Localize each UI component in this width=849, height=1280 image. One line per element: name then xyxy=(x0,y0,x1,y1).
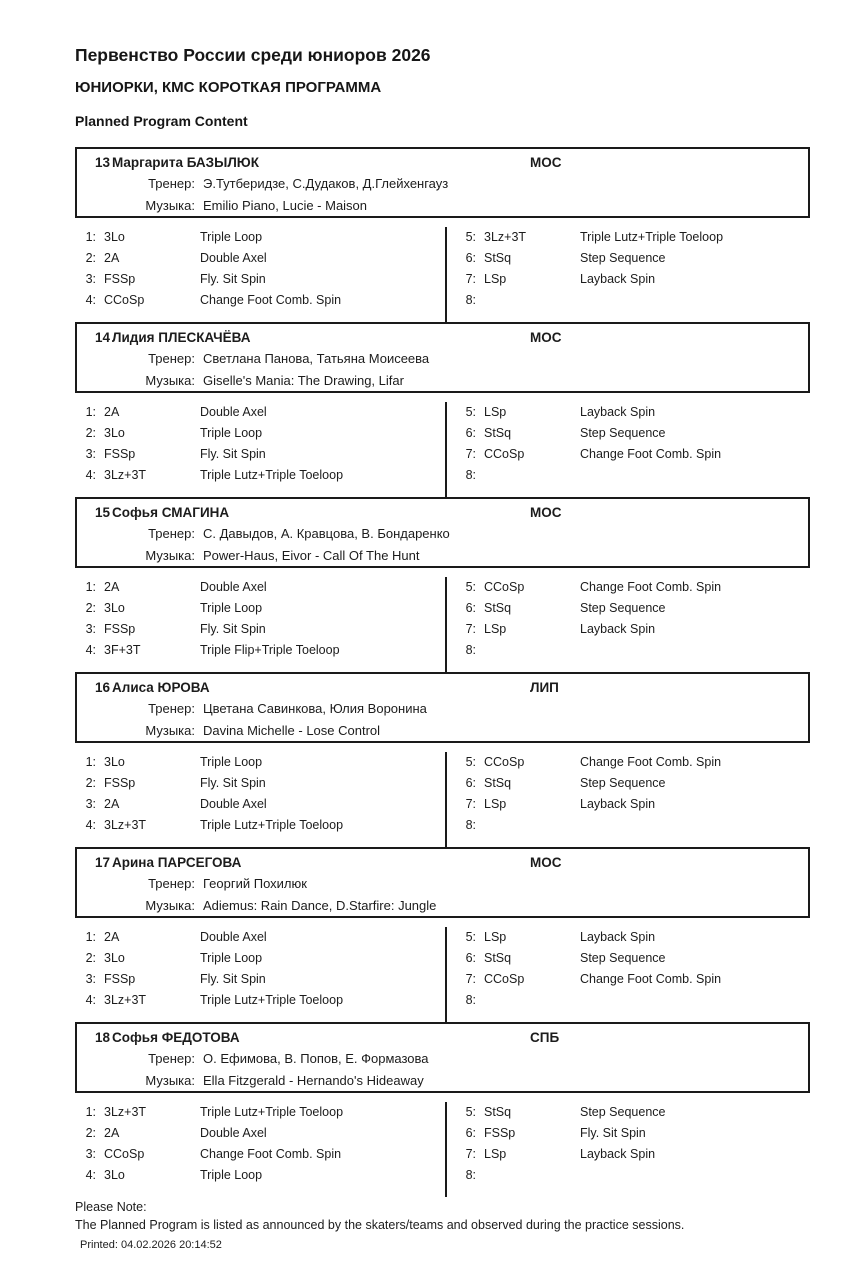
element-description: Layback Spin xyxy=(580,930,656,944)
element-description: Layback Spin xyxy=(580,272,656,286)
element-number: 4: xyxy=(85,293,96,307)
element-row xyxy=(83,927,445,948)
element-description: Triple Loop xyxy=(200,601,263,615)
element-description xyxy=(580,815,810,836)
skater-block xyxy=(75,497,810,672)
planned-elements xyxy=(75,1093,810,1197)
element-row xyxy=(463,969,810,990)
element-row xyxy=(83,990,445,1011)
element-row xyxy=(83,815,445,836)
element-description xyxy=(580,465,810,486)
document-title: Первенство России среди юниоров 2026 xyxy=(75,45,431,65)
elements-left-column xyxy=(75,927,445,1022)
element-number: 2: xyxy=(85,251,96,265)
element-row xyxy=(83,1102,445,1123)
element-number: 5: xyxy=(465,930,476,944)
elements-left-column xyxy=(75,1102,445,1197)
element-description: Fly. Sit Spin xyxy=(200,272,266,286)
element-description: Step Sequence xyxy=(580,951,666,965)
element-description: Triple Loop xyxy=(200,951,263,965)
element-description: Triple Lutz+Triple Toeloop xyxy=(580,230,724,244)
element-description: Step Sequence xyxy=(580,426,666,440)
element-row xyxy=(463,619,810,640)
element-description: Triple Lutz+Triple Toeloop xyxy=(200,993,344,1007)
element-number: 3: xyxy=(85,447,96,461)
element-code: 2A xyxy=(104,797,120,811)
element-number: 2: xyxy=(85,1126,96,1140)
music-label: Музыка: xyxy=(145,898,195,913)
element-number: 5: xyxy=(465,580,476,594)
element-description: Triple Loop xyxy=(200,230,263,244)
region-code: МОС xyxy=(530,330,562,345)
element-code: CCoSp xyxy=(484,447,525,461)
element-number: 3: xyxy=(85,272,96,286)
element-code: StSq xyxy=(484,601,512,615)
footer xyxy=(75,1198,810,1253)
coach-row xyxy=(77,700,808,717)
element-code: StSq xyxy=(484,776,512,790)
element-number: 1: xyxy=(85,405,96,419)
elements-right-column xyxy=(445,927,810,1022)
element-row xyxy=(463,248,810,269)
element-code xyxy=(484,1165,580,1186)
element-row xyxy=(463,269,810,290)
coach-value: Э.Тутберидзе, С.Дудаков, Д.Глейхенгауз xyxy=(203,176,449,191)
element-description: Triple Lutz+Triple Toeloop xyxy=(200,818,344,832)
skater-name: Софья СМАГИНА xyxy=(112,505,230,520)
music-label: Музыка: xyxy=(145,373,195,388)
element-number: 8: xyxy=(465,818,476,832)
element-row xyxy=(463,1123,810,1144)
skater-block xyxy=(75,847,810,1022)
element-description: Triple Loop xyxy=(200,1168,263,1182)
element-code: LSp xyxy=(484,797,507,811)
element-row xyxy=(463,794,810,815)
element-row xyxy=(83,444,445,465)
music-value: Adiemus: Rain Dance, D.Starfire: Jungle xyxy=(203,898,437,913)
element-row xyxy=(463,290,810,311)
element-description: Double Axel xyxy=(200,930,267,944)
element-number: 1: xyxy=(85,755,96,769)
element-code: FSSp xyxy=(104,776,136,790)
element-code: 2A xyxy=(104,251,120,265)
coach-row xyxy=(77,350,808,367)
skater-block xyxy=(75,322,810,497)
element-code: LSp xyxy=(484,272,507,286)
element-row xyxy=(83,969,445,990)
music-row xyxy=(77,547,808,564)
element-row xyxy=(463,598,810,619)
planned-elements xyxy=(75,918,810,1022)
region-code: ЛИП xyxy=(530,680,559,695)
skater-header-box xyxy=(75,497,810,568)
element-row xyxy=(83,794,445,815)
element-number: 3: xyxy=(85,1147,96,1161)
element-number: 2: xyxy=(85,601,96,615)
coach-label: Тренер: xyxy=(148,701,195,716)
element-description xyxy=(580,640,810,661)
element-row xyxy=(463,752,810,773)
element-number: 2: xyxy=(85,426,96,440)
element-row xyxy=(463,402,810,423)
elements-right-column xyxy=(445,402,810,497)
element-description: Layback Spin xyxy=(580,1147,656,1161)
element-description: Change Foot Comb. Spin xyxy=(200,293,342,307)
element-number: 4: xyxy=(85,818,96,832)
element-number: 7: xyxy=(465,272,476,286)
element-number: 4: xyxy=(85,468,96,482)
element-description xyxy=(580,290,810,311)
element-row xyxy=(463,423,810,444)
element-code: 2A xyxy=(104,405,120,419)
elements-left-column xyxy=(75,752,445,847)
music-row xyxy=(77,1072,808,1089)
skater-name: Арина ПАРСЕГОВА xyxy=(112,855,242,870)
coach-row xyxy=(77,875,808,892)
element-code xyxy=(484,290,580,311)
elements-right-column xyxy=(445,1102,810,1197)
element-description: Layback Spin xyxy=(580,405,656,419)
element-code: StSq xyxy=(484,426,512,440)
planned-elements xyxy=(75,393,810,497)
element-code: 3Lz+3T xyxy=(104,993,147,1007)
element-row xyxy=(83,269,445,290)
start-number: 16 xyxy=(95,680,111,695)
element-description: Double Axel xyxy=(200,580,267,594)
coach-label: Тренер: xyxy=(148,1051,195,1066)
element-code: CCoSp xyxy=(484,972,525,986)
element-row xyxy=(83,948,445,969)
skater-header-box xyxy=(75,322,810,393)
planned-elements xyxy=(75,218,810,322)
element-code: 3Lz+3T xyxy=(104,1105,147,1119)
element-description: Double Axel xyxy=(200,1126,267,1140)
element-number: 6: xyxy=(465,601,476,615)
coach-value: С. Давыдов, А. Кравцова, В. Бондаренко xyxy=(203,526,450,541)
element-row xyxy=(83,1144,445,1165)
footer-printed-timestamp: Printed: 04.02.2026 20:14:52 xyxy=(80,1239,222,1251)
element-number: 6: xyxy=(465,1126,476,1140)
element-number: 5: xyxy=(465,230,476,244)
element-code: FSSp xyxy=(104,272,136,286)
skater-header-row xyxy=(77,679,808,696)
element-code: StSq xyxy=(484,951,512,965)
element-row xyxy=(83,402,445,423)
element-code: 3Lo xyxy=(104,230,125,244)
element-code: 3Lo xyxy=(104,1168,125,1182)
music-value: Power-Haus, Eivor - Call Of The Hunt xyxy=(203,548,420,563)
element-number: 6: xyxy=(465,776,476,790)
skater-header-row xyxy=(77,329,808,346)
element-row xyxy=(83,290,445,311)
coach-value: Георгий Похилюк xyxy=(203,876,307,891)
skater-header-box xyxy=(75,1022,810,1093)
element-number: 3: xyxy=(85,797,96,811)
element-row xyxy=(463,227,810,248)
element-description: Change Foot Comb. Spin xyxy=(580,755,722,769)
element-number: 1: xyxy=(85,230,96,244)
coach-label: Тренер: xyxy=(148,176,195,191)
start-number: 18 xyxy=(95,1030,111,1045)
skater-list xyxy=(75,147,810,1197)
element-number: 2: xyxy=(85,951,96,965)
skater-header-box xyxy=(75,147,810,218)
music-label: Музыка: xyxy=(145,548,195,563)
element-code xyxy=(484,990,580,1011)
element-code: CCoSp xyxy=(484,755,525,769)
element-code: 3Lo xyxy=(104,601,125,615)
skater-block xyxy=(75,1022,810,1197)
element-description: Triple Loop xyxy=(200,426,263,440)
element-code: 3Lz+3T xyxy=(104,818,147,832)
element-code: LSp xyxy=(484,622,507,636)
element-description: Change Foot Comb. Spin xyxy=(580,972,722,986)
region-code: МОС xyxy=(530,855,562,870)
element-row xyxy=(463,577,810,598)
planned-elements xyxy=(75,743,810,847)
element-number: 8: xyxy=(465,1168,476,1182)
element-code: 2A xyxy=(104,930,120,944)
footer-note-text: The Planned Program is listed as announced by the skaters/teams and observed during the practice sessions. xyxy=(75,1218,685,1232)
elements-left-column xyxy=(75,402,445,497)
music-value: Ella Fitzgerald - Hernando's Hideaway xyxy=(203,1073,424,1088)
music-label: Музыка: xyxy=(145,1073,195,1088)
element-code: 3Lo xyxy=(104,755,125,769)
skater-header-row xyxy=(77,1029,808,1046)
element-code: 3Lz+3T xyxy=(484,230,527,244)
skater-name: Софья ФЕДОТОВА xyxy=(112,1030,240,1045)
element-code: LSp xyxy=(484,930,507,944)
element-description: Triple Lutz+Triple Toeloop xyxy=(200,1105,344,1119)
element-row xyxy=(83,619,445,640)
element-number: 7: xyxy=(465,622,476,636)
element-description: Double Axel xyxy=(200,405,267,419)
coach-value: Светлана Панова, Татьяна Моисеева xyxy=(203,351,430,366)
element-row xyxy=(83,465,445,486)
element-number: 6: xyxy=(465,426,476,440)
element-description: Double Axel xyxy=(200,251,267,265)
element-number: 5: xyxy=(465,1105,476,1119)
element-description: Double Axel xyxy=(200,797,267,811)
element-code: 3Lo xyxy=(104,426,125,440)
element-code: LSp xyxy=(484,405,507,419)
element-number: 6: xyxy=(465,251,476,265)
element-code: StSq xyxy=(484,1105,512,1119)
element-code: FSSp xyxy=(104,447,136,461)
element-code: 2A xyxy=(104,1126,120,1140)
region-code: МОС xyxy=(530,505,562,520)
coach-label: Тренер: xyxy=(148,876,195,891)
element-code: 3Lz+3T xyxy=(104,468,147,482)
element-description: Layback Spin xyxy=(580,797,656,811)
element-number: 4: xyxy=(85,993,96,1007)
element-row xyxy=(83,598,445,619)
element-number: 8: xyxy=(465,993,476,1007)
element-row xyxy=(463,927,810,948)
element-row xyxy=(463,815,810,836)
elements-right-column xyxy=(445,752,810,847)
element-row xyxy=(83,577,445,598)
element-row xyxy=(463,1144,810,1165)
coach-value: Цветана Савинкова, Юлия Воронина xyxy=(203,701,427,716)
element-description: Fly. Sit Spin xyxy=(200,447,266,461)
section-heading: Planned Program Content xyxy=(75,113,248,129)
element-code: 2A xyxy=(104,580,120,594)
element-row xyxy=(83,1123,445,1144)
element-number: 7: xyxy=(465,797,476,811)
elements-right-column xyxy=(445,227,810,322)
element-code xyxy=(484,465,580,486)
element-description: Layback Spin xyxy=(580,622,656,636)
element-row xyxy=(463,1165,810,1186)
coach-row xyxy=(77,175,808,192)
element-number: 1: xyxy=(85,1105,96,1119)
element-row xyxy=(83,227,445,248)
element-code: 3Lo xyxy=(104,951,125,965)
region-code: СПБ xyxy=(530,1030,560,1045)
element-code: CCoSp xyxy=(104,1147,145,1161)
start-number: 17 xyxy=(95,855,111,870)
skater-header-row xyxy=(77,504,808,521)
element-description: Fly. Sit Spin xyxy=(200,622,266,636)
element-row xyxy=(83,752,445,773)
element-row xyxy=(463,444,810,465)
element-row xyxy=(463,465,810,486)
skater-name: Алиса ЮРОВА xyxy=(112,680,210,695)
element-description: Step Sequence xyxy=(580,601,666,615)
element-number: 4: xyxy=(85,643,96,657)
music-row xyxy=(77,897,808,914)
coach-label: Тренер: xyxy=(148,351,195,366)
element-description: Step Sequence xyxy=(580,251,666,265)
element-number: 7: xyxy=(465,972,476,986)
element-description: Triple Flip+Triple Toeloop xyxy=(200,643,340,657)
elements-left-column xyxy=(75,577,445,672)
element-number: 7: xyxy=(465,447,476,461)
element-code: FSSp xyxy=(104,972,136,986)
element-description: Fly. Sit Spin xyxy=(580,1126,646,1140)
planned-elements xyxy=(75,568,810,672)
element-row xyxy=(463,640,810,661)
music-label: Музыка: xyxy=(145,198,195,213)
element-number: 1: xyxy=(85,580,96,594)
element-number: 1: xyxy=(85,930,96,944)
coach-label: Тренер: xyxy=(148,526,195,541)
category-subtitle: ЮНИОРКИ, КМС КОРОТКАЯ ПРОГРАММА xyxy=(75,79,382,96)
region-code: МОС xyxy=(530,155,562,170)
element-number: 8: xyxy=(465,468,476,482)
element-row xyxy=(83,423,445,444)
music-row xyxy=(77,197,808,214)
element-description: Triple Loop xyxy=(200,755,263,769)
element-number: 8: xyxy=(465,293,476,307)
skater-header-box xyxy=(75,847,810,918)
element-code: FSSp xyxy=(484,1126,516,1140)
element-description: Change Foot Comb. Spin xyxy=(200,1147,342,1161)
element-number: 6: xyxy=(465,951,476,965)
element-code: LSp xyxy=(484,1147,507,1161)
elements-left-column xyxy=(75,227,445,322)
coach-value: О. Ефимова, В. Попов, Е. Формазова xyxy=(203,1051,429,1066)
element-code: CCoSp xyxy=(104,293,145,307)
music-label: Музыка: xyxy=(145,723,195,738)
music-value: Davina Michelle - Lose Control xyxy=(203,723,381,738)
element-row xyxy=(463,773,810,794)
element-number: 3: xyxy=(85,972,96,986)
element-row xyxy=(83,640,445,661)
music-row xyxy=(77,722,808,739)
element-code: 3F+3T xyxy=(104,643,141,657)
skater-header-box xyxy=(75,672,810,743)
element-number: 8: xyxy=(465,643,476,657)
skater-header-row xyxy=(77,854,808,871)
element-code xyxy=(484,815,580,836)
element-number: 5: xyxy=(465,405,476,419)
element-description xyxy=(580,990,810,1011)
skater-name: Лидия ПЛЕСКАЧЁВА xyxy=(112,330,251,345)
start-number: 15 xyxy=(95,505,111,520)
music-row xyxy=(77,372,808,389)
music-value: Emilio Piano, Lucie - Maison xyxy=(203,198,368,213)
coach-row xyxy=(77,1050,808,1067)
element-row xyxy=(463,990,810,1011)
music-value: Giselle's Mania: The Drawing, Lifar xyxy=(203,373,404,388)
skater-block xyxy=(75,147,810,322)
element-description: Fly. Sit Spin xyxy=(200,776,266,790)
element-row xyxy=(463,948,810,969)
element-code: FSSp xyxy=(104,622,136,636)
elements-right-column xyxy=(445,577,810,672)
element-number: 2: xyxy=(85,776,96,790)
element-row xyxy=(83,248,445,269)
element-description: Step Sequence xyxy=(580,1105,666,1119)
start-number: 13 xyxy=(95,155,111,170)
element-description: Change Foot Comb. Spin xyxy=(580,447,722,461)
skater-name: Маргарита БАЗЫЛЮК xyxy=(112,155,259,170)
element-number: 4: xyxy=(85,1168,96,1182)
element-description: Change Foot Comb. Spin xyxy=(580,580,722,594)
element-code: StSq xyxy=(484,251,512,265)
element-description: Fly. Sit Spin xyxy=(200,972,266,986)
skater-block xyxy=(75,672,810,847)
element-description: Step Sequence xyxy=(580,776,666,790)
start-number: 14 xyxy=(95,330,111,345)
skater-header-row xyxy=(77,154,808,171)
element-number: 5: xyxy=(465,755,476,769)
element-code xyxy=(484,640,580,661)
element-number: 7: xyxy=(465,1147,476,1161)
coach-row xyxy=(77,525,808,542)
element-description xyxy=(580,1165,810,1186)
element-row xyxy=(83,773,445,794)
footer-note-label: Please Note: xyxy=(75,1200,147,1214)
element-row xyxy=(463,1102,810,1123)
element-row xyxy=(83,1165,445,1186)
element-description: Triple Lutz+Triple Toeloop xyxy=(200,468,344,482)
element-code: CCoSp xyxy=(484,580,525,594)
element-number: 3: xyxy=(85,622,96,636)
